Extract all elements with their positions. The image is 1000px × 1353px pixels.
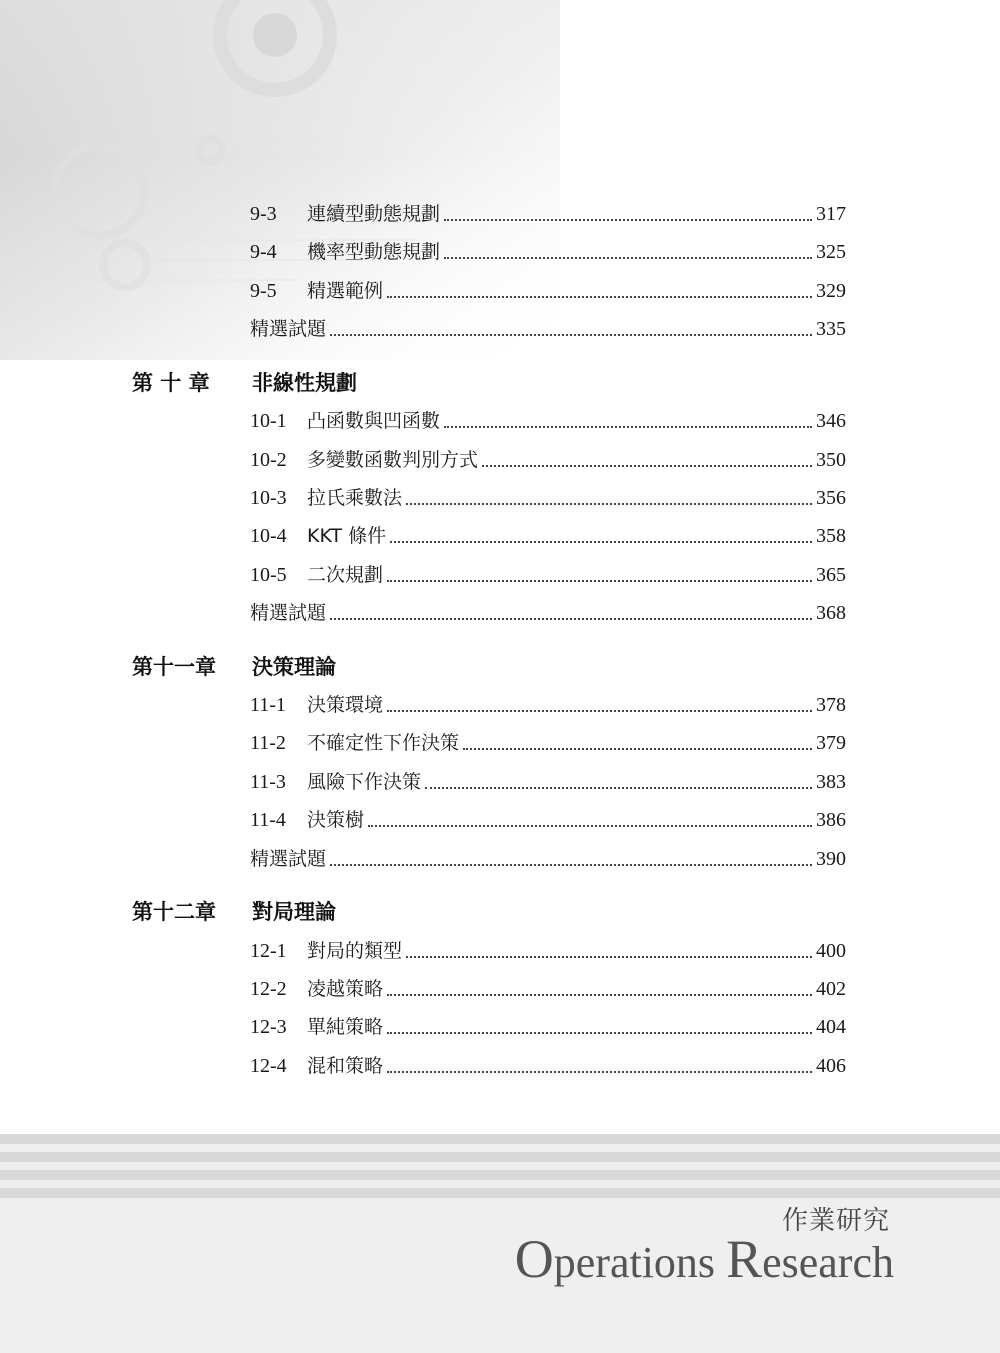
toc-entry-page: 383 [816,770,846,793]
toc-entry-number: 9-3 [250,203,277,225]
toc-entry[interactable] [250,403,846,433]
toc-dot-leader [406,955,812,958]
toc-entry[interactable] [250,595,846,625]
toc-entry-title: 混和策略 [307,1054,384,1077]
toc-entry-page: 335 [816,318,846,341]
toc-entry-title: 拉氏乘數法 [307,486,403,509]
chapter-heading[interactable] [132,649,336,681]
toc-entry-page: 325 [816,241,846,264]
toc-entry-title: KKT 條件 [307,525,387,548]
toc-entry[interactable] [250,971,846,1001]
footer-english-cap-r: R [726,1229,763,1289]
toc-entry-title: 二次規劃 [307,563,384,586]
toc-entry-title: 精選範例 [307,279,384,302]
chapter-label: 第 十 章 [132,370,210,395]
toc-entry-page: 379 [816,732,846,755]
toc-entry-title: 風險下作決策 [307,770,422,793]
toc-entry-title: 凸函數與凹函數 [307,410,441,433]
toc-entry-title: 決策環境 [307,694,384,716]
toc-dot-leader [387,579,812,582]
toc-entry[interactable] [250,1048,846,1078]
chapter-name: 決策理論 [252,654,336,679]
toc-entry[interactable] [250,273,846,303]
toc-entry-number: 9-4 [250,241,277,264]
toc-entry[interactable] [250,725,846,755]
toc-entry[interactable] [250,557,846,587]
toc-dot-leader [406,502,812,505]
toc-dot-leader [330,863,812,866]
toc-entry[interactable] [250,311,846,341]
toc-entry[interactable] [250,518,846,548]
toc-entry-number: 11-4 [250,809,286,832]
toc-dot-leader [444,218,812,221]
toc-entry-title: 精選試題 [250,847,327,870]
chapter-label: 第十二章 [132,900,216,924]
footer-stripe [0,1152,1000,1162]
toc-entry-number: 11-1 [250,694,286,716]
toc-entry-title: 凌越策略 [307,977,384,1000]
toc-entry[interactable] [250,841,846,871]
toc-entry-number: 10-3 [250,486,287,509]
toc-entry-title: 連續型動態規劃 [307,203,441,225]
toc-dot-leader [482,464,812,467]
footer-english-title [515,1228,894,1290]
toc-entry-page: 317 [816,203,846,225]
footer-english-rest-2: esearch [762,1238,894,1287]
toc-dot-leader [387,1031,812,1034]
toc-entry-page: 386 [816,809,846,832]
toc-entry[interactable] [250,442,846,472]
toc-dot-leader [368,824,812,827]
toc-entry-number: 10-2 [250,448,287,471]
toc-entry[interactable] [250,764,846,794]
toc-entry-title: 多變數函數判別方式 [307,448,479,471]
toc-dot-leader [444,256,812,259]
toc-entry[interactable] [250,802,846,832]
toc-entry[interactable] [250,687,846,717]
toc-entry-number: 12-4 [250,1054,287,1077]
toc-entry-number: 12-3 [250,1016,287,1039]
toc-entry-page: 390 [816,847,846,870]
footer-chinese-title: 作業研究 [781,1206,890,1236]
gear-decoration [0,0,560,360]
chapter-name: 非線性規劃 [252,370,357,395]
toc-entry-page: 402 [816,977,846,1000]
toc-entry-title: 不確定性下作決策 [307,732,460,755]
toc-entry-number: 10-5 [250,563,287,586]
toc-entry-page: 400 [816,939,846,962]
toc-entry-page: 378 [816,694,846,716]
toc-entry-title: 決策樹 [307,809,365,832]
toc-dot-leader [387,709,812,712]
toc-dot-leader [330,617,812,620]
toc-dot-leader [390,540,812,543]
chapter-label: 第十一章 [132,654,216,679]
toc-entry-number: 12-1 [250,939,287,962]
footer-english-cap-o: O [514,1229,554,1289]
toc-entry[interactable] [250,933,846,963]
footer-english-rest-1: perations [553,1238,716,1287]
toc-dot-leader [330,333,812,336]
footer-stripe [0,1134,1000,1144]
footer-stripe [0,1170,1000,1180]
chapter-heading[interactable] [132,365,357,397]
footer-stripe [0,1188,1000,1198]
toc-dot-leader [387,295,812,298]
toc-dot-leader [444,425,812,428]
toc-entry-page: 350 [816,448,846,471]
toc-entry[interactable] [250,196,846,226]
toc-entry-page: 329 [816,279,846,302]
toc-dot-leader [425,786,812,789]
toc-entry-title: 單純策略 [307,1016,384,1039]
toc-entry-page: 406 [816,1054,846,1077]
chapter-heading[interactable] [132,894,336,926]
chapter-name: 對局理論 [252,900,336,924]
toc-dot-leader [463,747,812,750]
toc-entry-page: 368 [816,602,846,625]
toc-entry-number: 11-2 [250,732,286,755]
toc-entry-number: 11-3 [250,770,286,793]
toc-entry-page: 356 [816,486,846,509]
toc-entry-page: 358 [816,525,846,548]
toc-entry-number: 12-2 [250,977,287,1000]
toc-entry[interactable] [250,480,846,510]
toc-entry-title: 對局的類型 [307,939,403,962]
toc-entry-page: 365 [816,563,846,586]
toc-entry-page: 346 [816,410,846,433]
toc-entry-title: 精選試題 [250,318,327,341]
toc-entry-number: 10-4 [250,525,287,548]
toc-dot-leader [387,1070,812,1073]
toc-entry-title: 機率型動態規劃 [307,241,441,264]
toc-entry-number: 9-5 [250,279,277,302]
toc-entry-page: 404 [816,1016,846,1039]
toc-entry[interactable] [250,1009,846,1039]
toc-entry-title: 精選試題 [250,602,327,625]
toc-entry[interactable] [250,234,846,264]
toc-dot-leader [387,993,812,996]
toc-entry-number: 10-1 [250,410,287,433]
